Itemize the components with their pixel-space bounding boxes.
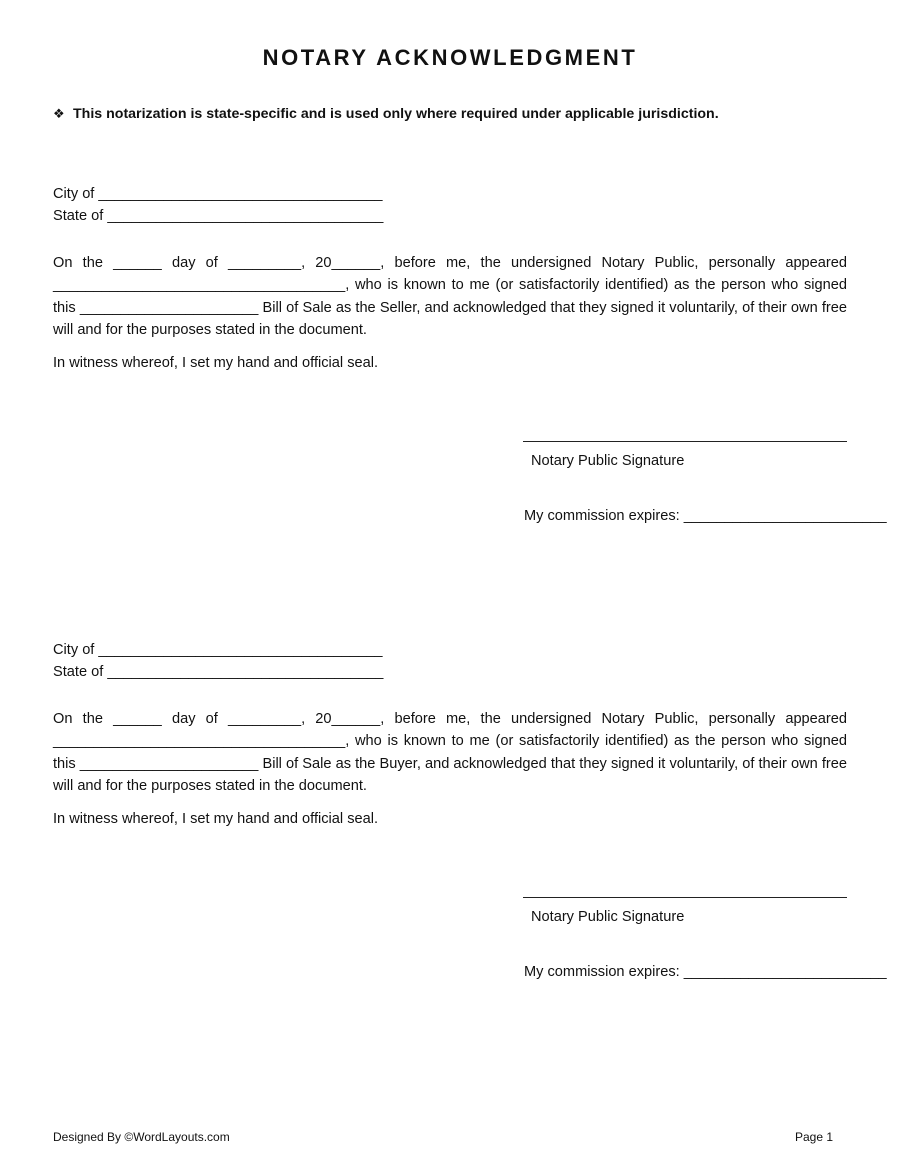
city-field[interactable]: City of ___________________________________ xyxy=(53,642,383,658)
document-title: NOTARY ACKNOWLEDGMENT xyxy=(262,45,638,70)
footer-credit: Designed By ©WordLayouts.com xyxy=(53,1130,230,1144)
diamond-bullet-icon: ❖ xyxy=(53,106,65,121)
commission-expires-field[interactable]: My commission expires: _________________________ xyxy=(524,964,887,980)
page-number: Page 1 xyxy=(795,1130,834,1144)
signature-label: Notary Public Signature xyxy=(531,909,685,925)
signature-label: Notary Public Signature xyxy=(531,453,685,469)
state-field[interactable]: State of __________________________________ xyxy=(53,208,384,224)
witness-statement: In witness whereof, I set my hand and official seal. xyxy=(53,811,379,827)
acknowledgment-paragraph: On the ______ day of _________, 20______, before me, the undersigned Notary Public, personally appeared ____________________________________, who is known to me (or satisfactorily identified) as the person who signed this ______________________ Bill of Sale as the Buyer, and acknowledged that they signed it voluntarily, of their own free will and for the purposes stated in the document. xyxy=(53,711,847,795)
signature-line[interactable] xyxy=(523,897,847,898)
city-field[interactable]: City of ___________________________________ xyxy=(53,186,383,202)
jurisdiction-note xyxy=(53,106,853,122)
acknowledgment-paragraph: On the ______ day of _________, 20______, before me, the undersigned Notary Public, personally appeared ____________________________________, who is known to me (or satisfactorily identified) as the person who signed this ______________________ Bill of Sale as the Seller, and acknowledged that they signed it voluntarily, of their own free will and for the purposes stated in the document. xyxy=(53,255,847,339)
witness-statement: In witness whereof, I set my hand and official seal. xyxy=(53,355,379,371)
state-field[interactable]: State of __________________________________ xyxy=(53,664,384,680)
commission-expires-field[interactable]: My commission expires: _________________________ xyxy=(524,508,887,524)
signature-line[interactable] xyxy=(523,441,847,442)
jurisdiction-note-text: This notarization is state-specific and is used only where required under applicable jurisdiction. xyxy=(73,106,719,122)
